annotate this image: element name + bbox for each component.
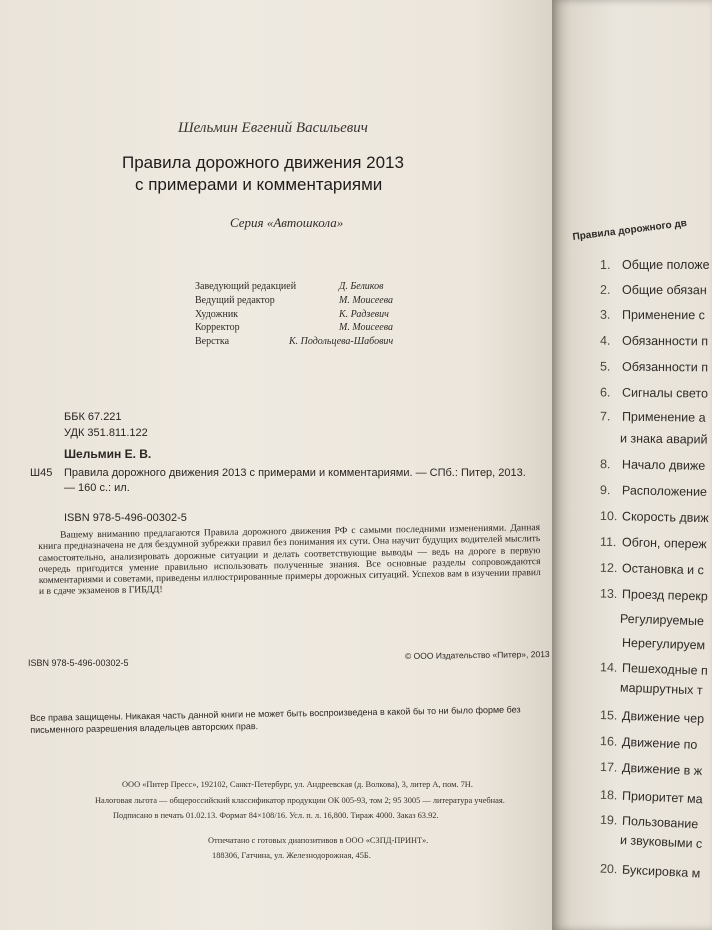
toc-item [600,385,708,400]
toc-item [600,258,710,272]
author-full-name: Шельмин Евгений Васильевич [178,120,368,136]
toc-item-number: 10. [599,508,618,524]
annotation-paragraph: Вашему вниманию предлагаются Правила дорожного движения РФ с самыми последними изменениями. Данная книга предназначена не для бездумной зубрежки правил без понимания их сути. Она научит будущих водителей мыслить самостоятельно, анализировать дорожные ситуации и делать соответствующие выводы — ведь на дороге в первую очередь пригодится умение правильно использовать полученные знания. Все основные разделы сопровождаются комментариями и советами, приведены иллюстрированные примеры дорожных ситуаций. Успехов вам в изучении правил и в сдаче экзаменов в ГИБДД! [38,522,541,598]
toc-item-text: Движение чер [621,708,705,726]
toc-item [622,636,706,653]
toc-item-number: 1. [600,258,611,272]
toc-item [600,561,704,578]
toc-item [600,861,701,880]
toc-item [600,283,707,297]
toc-item-number: 18. [599,787,618,803]
toc-item-text: и звуковыми с [619,833,703,851]
credit-role: Ведущий редактор [195,294,275,306]
toc-item [600,360,708,375]
toc-item-text: Пешеходные п [621,660,709,678]
credit-row [195,336,405,350]
toc-item-text: маршрутных т [619,680,703,698]
credit-name: К. Подольцева-Шабович [289,336,394,348]
toc-item [600,457,705,473]
toc-item-text: Нерегулируем [621,635,706,653]
toc-item [620,612,704,628]
author-short-name: Шельмин Е. В. [64,447,152,461]
toc-item-text: Обязанности п [621,333,709,349]
udk-code: УДК 351.811.122 [64,427,148,439]
toc-item-text: Приоритет ма [621,788,703,807]
toc-item-number: 17. [599,759,618,775]
toc-item [600,308,705,322]
toc-item [600,535,707,551]
toc-item-number: 14. [599,660,618,675]
book-title-line2: с примерами и комментариями [135,175,383,194]
toc-item [600,760,703,778]
toc-item [620,681,703,698]
credit-name: К. Радзевич [339,308,389,320]
toc-item [600,788,703,807]
credit-role: Корректор [195,322,240,334]
imprint-line: Подписано в печать 01.02.13. Формат 84×108/16. Усл. п. л. 16,800. Тираж 4000. Заказ 63.92. [113,811,439,820]
toc-item [600,660,708,678]
toc-item-text: Скорость движ [621,509,709,526]
toc-item-number: 5. [599,359,611,374]
toc-item [600,483,707,499]
credit-role: Заведующий редакцией [195,281,297,292]
credit-role: Художник [195,308,239,320]
toc-item-number: 12. [599,560,618,576]
toc-item-text: Пользование [621,813,699,832]
bibliographic-record: Правила дорожного движения 2013 с примерами и комментариями. — СПб.: Питер, 2013. — 160 с.: ил. [64,467,526,494]
isbn-footer: ISBN 978-5-496-00302-5 [28,658,129,668]
catalog-code: Ш45 [30,467,53,479]
series-name: Серия «Автошкола» [230,215,344,230]
toc-item [620,833,703,851]
toc-item [600,509,709,525]
toc-item-text: Общие положе [622,258,710,272]
imprint-line: Отпечатано с готовых диапозитивов в ООО «СЗПД-ПРИНТ». [208,836,429,845]
credit-row [195,281,405,295]
copyright-notice: © ООО Издательство «Питер», 2013 [404,648,550,662]
toc-item [600,587,708,604]
toc-item [600,409,706,424]
toc-item-text: Остановка и с [621,561,705,578]
bbk-code: ББК 67.221 [64,411,122,423]
toc-item-text: Общие обязан [621,282,707,298]
toc-item-text: Регулируемые [619,611,705,629]
right-page [552,0,712,930]
toc-item-text: Применение с [621,307,705,323]
toc-item-number: 7. [599,409,611,424]
toc-item-text: и знака аварий [619,431,708,447]
toc-item-number: 3. [599,307,611,322]
toc-item-text: Проезд перекр [621,587,709,604]
isbn-main: ISBN 978-5-496-00302-5 [64,512,187,524]
credits-list [195,281,405,350]
credit-row [195,322,405,336]
toc-item [620,431,708,446]
toc-item-text: Применение а [621,409,706,425]
toc-item-number: 6. [599,385,611,400]
credit-name: М. Моисеева [339,294,393,306]
credit-name: М. Моисеева [339,322,393,334]
rights-notice: Все права защищены. Никакая часть данной книги не может быть воспроизведена в какой бы то ни было форме без письменного разрешения владельцев авторских прав. [30,704,521,735]
toc-item-text: Сигналы свето [621,385,709,401]
toc-item-number: 11. [599,534,617,550]
toc-item-text: Расположение [621,483,708,500]
toc-item-number: 13. [599,586,618,602]
toc-item-text: Движение в ж [621,760,703,779]
book-title-line1: Правила дорожного движения 2013 [122,153,404,172]
toc-item-number: 15. [599,708,618,723]
toc-item [600,708,705,726]
credit-role: Верстка [195,336,230,348]
credit-row [195,295,405,309]
toc-item-number: 8. [599,457,611,472]
toc-item-text: Начало движе [621,457,706,473]
toc-header: Правила дорожного дв [572,217,688,243]
toc-item [600,734,698,752]
toc-item-number: 9. [599,482,611,498]
toc-item-number: 20. [599,861,618,877]
toc-item-text: Обгон, опереж [621,535,707,552]
toc-item-text: Буксировка м [621,862,701,881]
toc-item [600,334,708,349]
toc-item-number: 19. [599,812,618,828]
credit-name: Д. Беликов [339,281,384,292]
toc-item-number: 16. [599,734,618,749]
imprint-line: 188306, Гатчина, ул. Железнодорожная, 45Б. [212,851,371,860]
toc-item-number: 4. [599,333,611,348]
toc-item-text: Обязанности п [621,359,709,375]
credit-row [195,309,405,323]
imprint-line: ООО «Питер Пресс», 192102, Санкт-Петербург, ул. Андреевская (д. Волкова), 3, литер А, пом. 7Н. [122,780,473,789]
toc-item-number: 2. [599,282,611,297]
toc-item [600,813,699,832]
toc-item-text: Движение по [621,734,698,752]
imprint-line: Налоговая льгота — общероссийский классификатор продукции ОК 005-93, том 2; 95 3005 — литература учебная. [95,796,505,805]
